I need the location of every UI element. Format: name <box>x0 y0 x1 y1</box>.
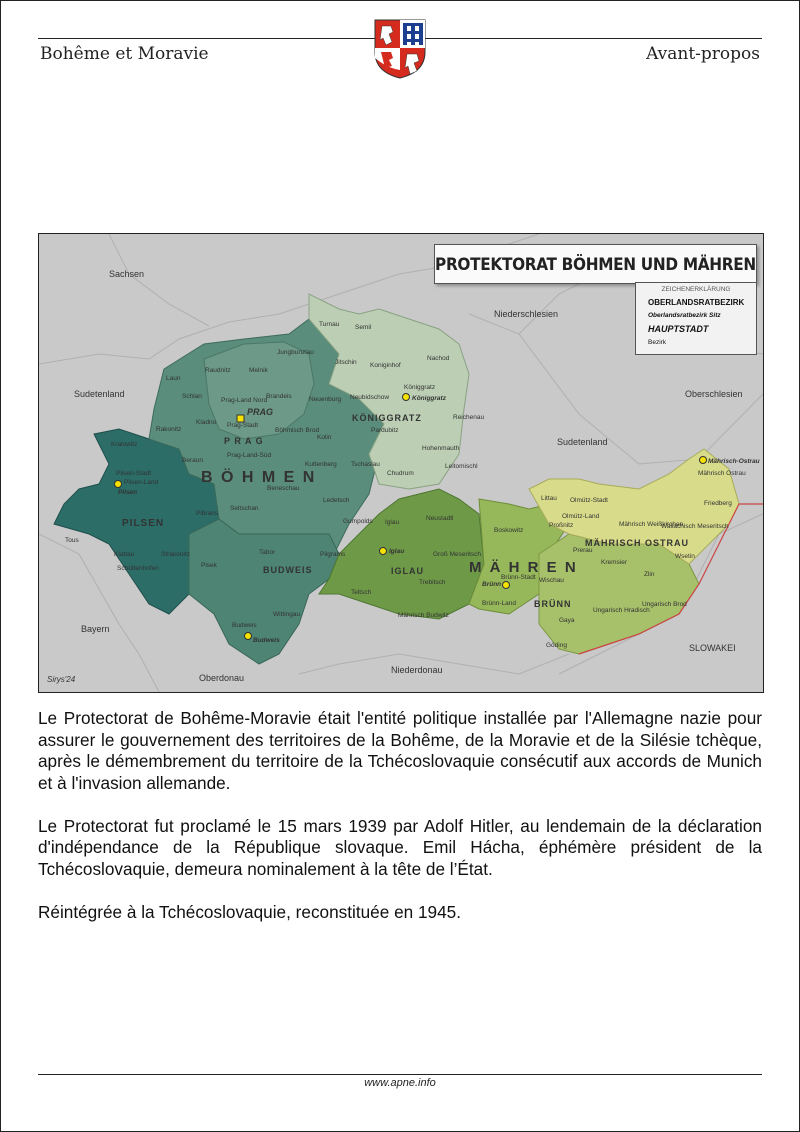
svg-text:Niederdonau: Niederdonau <box>391 665 443 675</box>
svg-text:SLOWAKEI: SLOWAKEI <box>689 643 736 653</box>
svg-text:Sudetenland: Sudetenland <box>557 437 608 447</box>
svg-text:KÖNIGGRATZ: KÖNIGGRATZ <box>352 413 422 423</box>
svg-text:BRÜNN: BRÜNN <box>534 599 572 609</box>
svg-text:Pilsen-Land: Pilsen-Land <box>124 479 159 486</box>
svg-text:Oberschlesien: Oberschlesien <box>685 389 743 399</box>
legend-row-4: Bezirk <box>648 339 667 346</box>
header-left-title: Bohême et Moravie <box>40 44 209 64</box>
svg-text:Jungbunzlau: Jungbunzlau <box>277 349 314 356</box>
svg-text:Pibrans: Pibrans <box>196 510 219 517</box>
svg-text:Kolin: Kolin <box>317 434 332 441</box>
svg-text:Schüttenhofen: Schüttenhofen <box>117 565 159 572</box>
svg-text:Strakonitz: Strakonitz <box>161 551 190 558</box>
svg-text:Brünn-Stadt: Brünn-Stadt <box>501 574 536 581</box>
svg-text:Kuttenberg: Kuttenberg <box>305 461 337 468</box>
svg-text:Melnik: Melnik <box>249 367 268 374</box>
svg-text:BUDWEIS: BUDWEIS <box>263 565 313 575</box>
paragraph-2: Le Protectorat fut proclamé le 15 mars 1939 par Adolf Hitler, au lendemain de la déclaration d'indépendance de la République slovaque. Emil Hácha, éphémère président de la Tchécoslovaquie, demeura nominalement à la tête de l’État. <box>38 815 762 879</box>
map-signature: Sirys'24 <box>47 675 76 684</box>
coat-of-arms-icon <box>373 18 427 80</box>
svg-text:Pisek: Pisek <box>201 562 217 569</box>
svg-text:Bayern: Bayern <box>81 624 110 634</box>
city-marker-koeniggratz <box>403 394 410 401</box>
header-right-title: Avant-propos <box>646 44 760 64</box>
svg-text:Iglau: Iglau <box>385 519 400 526</box>
protectorate-map <box>38 233 764 693</box>
svg-text:Pilsen: Pilsen <box>118 489 138 496</box>
svg-text:Brandeis: Brandeis <box>266 393 292 400</box>
svg-text:Littau: Littau <box>541 495 557 502</box>
svg-text:IGLAU: IGLAU <box>391 566 424 576</box>
svg-text:Neubidschow: Neubidschow <box>350 394 390 401</box>
svg-text:Koniginhof: Koniginhof <box>370 362 401 369</box>
svg-text:Prag-Land-Süd: Prag-Land-Süd <box>227 452 272 459</box>
svg-text:Olmütz-Stadt: Olmütz-Stadt <box>570 497 608 504</box>
svg-text:Kremsier: Kremsier <box>601 559 628 566</box>
body-text <box>38 708 762 945</box>
svg-text:Wallachisch Meseritsch: Wallachisch Meseritsch <box>661 523 729 530</box>
svg-text:Wischau: Wischau <box>539 577 564 584</box>
city-marker-pilsen <box>115 481 122 488</box>
svg-text:Rakonitz: Rakonitz <box>156 426 182 433</box>
svg-text:Brünn: Brünn <box>482 581 502 588</box>
legend-row-1: OBERLANDSRATBEZIRK <box>648 298 745 307</box>
svg-text:Wittingau: Wittingau <box>273 611 301 618</box>
svg-text:Tous: Tous <box>65 537 79 544</box>
paragraph-3: Réintégrée à la Tchécoslovaquie, reconstituée en 1945. <box>38 901 461 922</box>
map-title-box <box>434 244 757 284</box>
svg-text:Pilgrams: Pilgrams <box>320 551 346 558</box>
svg-text:Gaya: Gaya <box>559 617 575 624</box>
svg-text:Teltsch: Teltsch <box>351 589 372 596</box>
footer-url[interactable]: www.apne.info <box>364 1077 436 1089</box>
svg-text:Schlan: Schlan <box>182 393 202 400</box>
svg-text:P R A G: P R A G <box>224 436 264 446</box>
map-title: PROTEKTORAT BÖHMEN UND MÄHREN <box>435 255 756 275</box>
capital-marker-prag <box>237 415 244 422</box>
svg-text:Ungarisch Brod: Ungarisch Brod <box>642 601 687 608</box>
svg-text:Ungarisch Hradisch: Ungarisch Hradisch <box>593 607 650 614</box>
map-legend <box>635 282 757 355</box>
svg-text:Mährisch-Ostrau: Mährisch-Ostrau <box>708 458 760 465</box>
svg-text:Wsetin: Wsetin <box>675 553 695 560</box>
footer-rule <box>38 1074 762 1075</box>
svg-text:Brünn-Land: Brünn-Land <box>482 600 516 607</box>
svg-text:Prag-Stadt: Prag-Stadt <box>227 422 259 429</box>
svg-text:Sudetenland: Sudetenland <box>74 389 125 399</box>
legend-heading: ZEICHENERKLÄRUNG <box>661 286 731 293</box>
svg-text:Iglau: Iglau <box>389 548 405 555</box>
svg-text:Olmütz-Land: Olmütz-Land <box>562 513 600 520</box>
svg-text:Trebitsch: Trebitsch <box>419 579 446 586</box>
svg-text:Göding: Göding <box>546 642 567 649</box>
svg-text:Tschaslau: Tschaslau <box>351 461 380 468</box>
svg-text:Turnau: Turnau <box>319 321 340 328</box>
svg-text:Niederschlesien: Niederschlesien <box>494 309 559 319</box>
svg-text:Friedberg: Friedberg <box>704 500 732 507</box>
svg-text:Sachsen: Sachsen <box>109 269 145 279</box>
svg-text:Groß Meseritsch: Groß Meseritsch <box>433 551 482 558</box>
svg-text:Reichenau: Reichenau <box>453 414 485 421</box>
svg-text:Böhmisch Brod: Böhmisch Brod <box>275 427 320 434</box>
svg-text:Königgratz: Königgratz <box>404 384 436 391</box>
svg-text:Boskowitz: Boskowitz <box>494 527 524 534</box>
svg-text:Leitomischl: Leitomischl <box>445 463 478 470</box>
svg-text:Raudnitz: Raudnitz <box>205 367 231 374</box>
svg-text:Budweis: Budweis <box>253 637 280 644</box>
svg-text:Seltschan: Seltschan <box>230 505 259 512</box>
svg-text:Budweis: Budweis <box>232 622 257 629</box>
city-marker-maehrisch-ostrau <box>700 457 707 464</box>
svg-text:Mährisch Weißkirchen: Mährisch Weißkirchen <box>619 521 684 528</box>
svg-text:Hohenmauth: Hohenmauth <box>422 445 460 452</box>
svg-text:Kladno: Kladno <box>196 419 217 426</box>
legend-row-2: Oberlandsratbezirk Sitz <box>648 312 721 319</box>
svg-text:M Ä H R E N: M Ä H R E N <box>469 559 578 576</box>
svg-text:Beneschau: Beneschau <box>267 485 300 492</box>
svg-text:Jitschin: Jitschin <box>335 359 357 366</box>
svg-text:Semil: Semil <box>355 324 372 331</box>
paragraph-1: Le Protectorat de Bohême-Moravie était l'entité politique installée par l'Allemagne nazie pour assurer le gouvernement des territoires de la Bohême, de la Moravie et de la Silésie tchèque, après le démembrement du territoire de la Tchécoslovaquie consécutif aux accords de Munich et à l'invasion allemande. <box>38 708 762 793</box>
svg-text:Mährisch Ostrau: Mährisch Ostrau <box>698 470 746 477</box>
svg-text:Pardubitz: Pardubitz <box>371 427 399 434</box>
svg-text:Tabor: Tabor <box>259 549 276 556</box>
svg-text:B Ö H M E N: B Ö H M E N <box>201 469 317 486</box>
svg-text:PRAG: PRAG <box>247 407 274 417</box>
svg-text:MÄHRISCH OSTRAU: MÄHRISCH OSTRAU <box>585 538 689 548</box>
svg-text:Klattau: Klattau <box>114 551 135 558</box>
svg-text:Kralowitz: Kralowitz <box>111 441 138 448</box>
svg-text:PILSEN: PILSEN <box>122 518 165 529</box>
svg-text:Neustadtl: Neustadtl <box>426 515 454 522</box>
legend-row-3: HAUPTSTADT <box>648 324 709 334</box>
city-marker-budweis <box>245 633 252 640</box>
svg-text:Nachod: Nachod <box>427 355 450 362</box>
city-marker-bruenn <box>503 582 510 589</box>
svg-text:Laun: Laun <box>166 375 181 382</box>
svg-text:Prag-Land Nord: Prag-Land Nord <box>221 397 268 404</box>
svg-text:Zlin: Zlin <box>644 571 655 578</box>
svg-text:Proßnitz: Proßnitz <box>549 522 574 529</box>
svg-text:Chudrum: Chudrum <box>387 470 414 477</box>
svg-text:Neuenburg: Neuenburg <box>309 396 342 403</box>
svg-text:Beraun: Beraun <box>182 457 203 464</box>
svg-text:Königgratz: Königgratz <box>412 395 446 402</box>
svg-text:Oberdonau: Oberdonau <box>199 673 245 683</box>
svg-text:Mährisch Budwitz: Mährisch Budwitz <box>398 612 449 619</box>
svg-text:Gumpolds: Gumpolds <box>343 518 373 525</box>
svg-text:Ledetsch: Ledetsch <box>323 497 350 504</box>
svg-text:Pilsen-Stadt: Pilsen-Stadt <box>116 470 152 477</box>
city-marker-iglau <box>380 548 387 555</box>
svg-text:Prerau: Prerau <box>573 547 593 554</box>
